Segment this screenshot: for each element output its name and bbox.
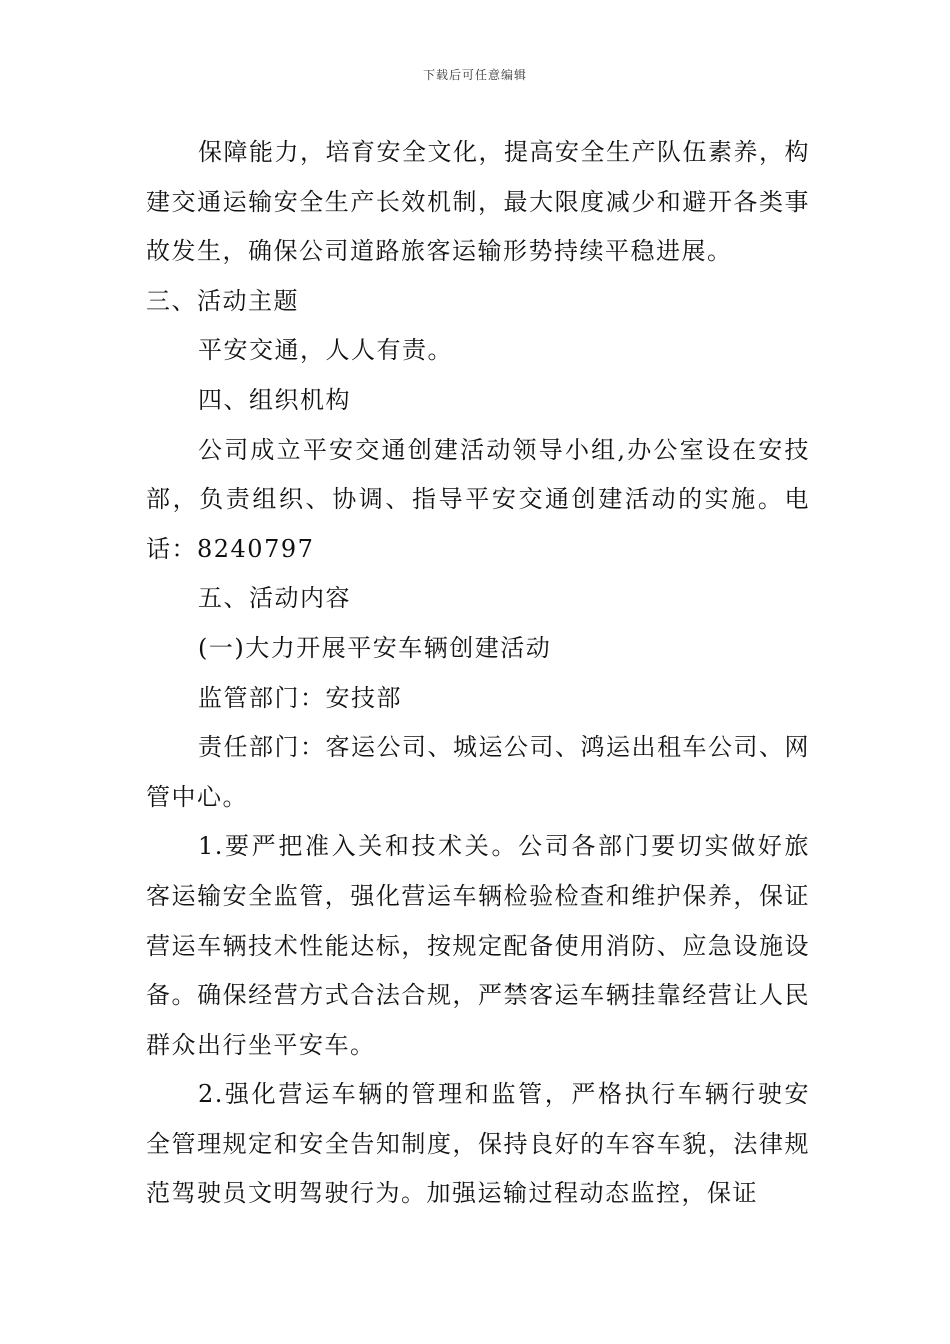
paragraph-organization-details: 公司成立平安交通创建活动领导小组,办公室设在安技部，负责组织、协调、指导平安交通创建活动的实施。电话：8240797 <box>146 435 810 563</box>
paragraph-responsible-departments: 责任部门：客运公司、城运公司、鸿运出租车公司、网管中心。 <box>146 733 810 811</box>
heading-activity-theme: 三、活动主题 <box>146 286 299 315</box>
heading-activity-content: 五、活动内容 <box>198 584 351 613</box>
paragraph-item-2: 2.强化营运车辆的管理和监管，严格执行车辆行驶安全管理规定和安全告知制度，保持良好的车容车貌，法律规范驾驶员文明驾驶行为。加强运输过程动态监控，保证 <box>146 1080 810 1208</box>
paragraph-safety-capability: 保障能力，培育安全文化，提高安全生产队伍素养，构建交通运输安全生产长效机制，最大限度减少和避开各类事故发生，确保公司道路旅客运输形势持续平稳进展。 <box>146 138 810 266</box>
heading-organization: 四、组织机构 <box>198 385 351 414</box>
subheading-safe-vehicle-campaign: (一)大力开展平安车辆创建活动 <box>198 633 552 662</box>
document-body <box>146 128 810 1219</box>
page-header-note: 下载后可任意编辑 <box>422 68 527 82</box>
paragraph-theme-slogan: 平安交通，人人有责。 <box>198 336 453 365</box>
paragraph-supervising-department: 监管部门：安技部 <box>198 683 402 712</box>
paragraph-item-1: 1.要严把准入关和技术关。公司各部门要切实做好旅客运输安全监管，强化营运车辆检验检查和维护保养，保证营运车辆技术性能达标，按规定配备使用消防、应急设施设备。确保经营方式合法合规，严禁客运车辆挂靠经营让人民群众出行坐平安车。 <box>146 832 810 1059</box>
